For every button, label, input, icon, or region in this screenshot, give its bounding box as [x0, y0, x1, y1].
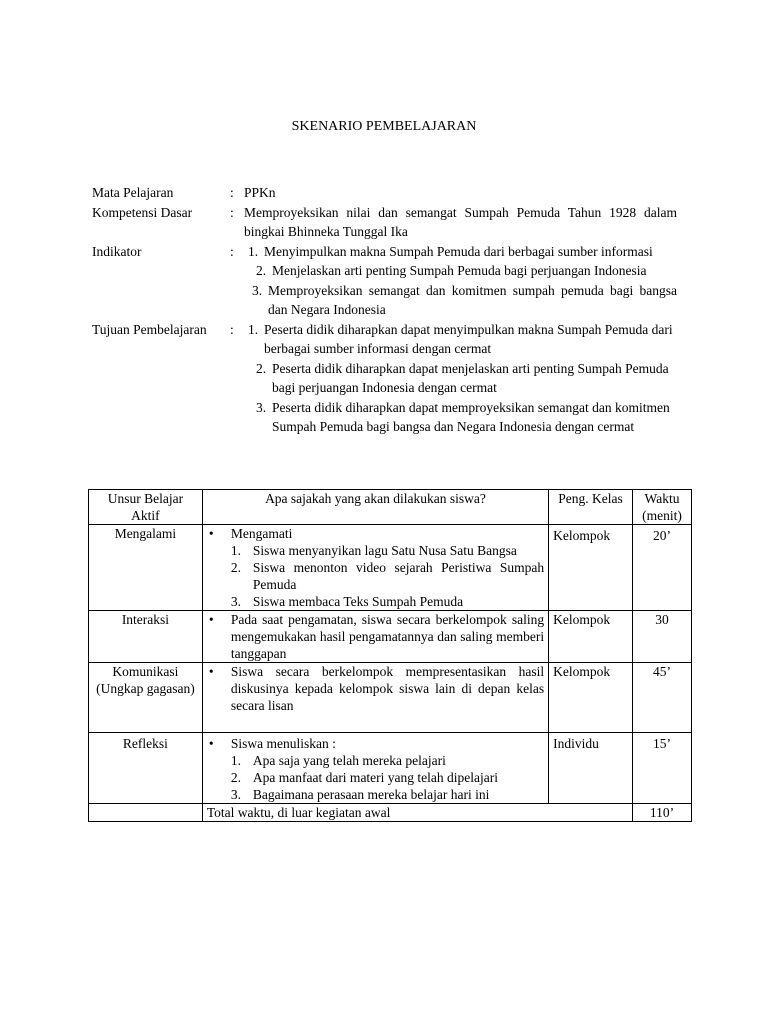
- item-number: 1.: [248, 243, 259, 259]
- header-peng: Peng. Kelas: [549, 490, 633, 525]
- info-colon: :: [230, 243, 234, 259]
- item-number: 3.: [230, 787, 241, 802]
- bullet-icon: •: [208, 526, 214, 541]
- item-number: 3.: [252, 282, 263, 298]
- cell-peng: Kelompok: [549, 525, 633, 611]
- item-number: 2.: [256, 263, 267, 278]
- table-header-row: [89, 490, 692, 525]
- table-row: [89, 611, 692, 663]
- list-item: [231, 559, 544, 593]
- info-value: [244, 242, 677, 320]
- table-row: [89, 663, 692, 733]
- list-item: [231, 786, 544, 803]
- bullet-icon: •: [208, 736, 214, 751]
- list-item: [244, 359, 677, 398]
- info-value: PPKn: [244, 185, 276, 200]
- info-label: Tujuan Pembelajaran: [92, 321, 207, 337]
- info-label: Mata Pelajaran: [92, 185, 174, 200]
- cell-empty: [89, 804, 203, 822]
- cell-activity: [202, 611, 548, 663]
- list-item: [244, 261, 677, 281]
- cell-activity: [202, 525, 548, 611]
- item-text: Peserta didik diharapkan dapat menyimpulkan makna Sumpah Pemuda dari berbagai sumber informasi dengan cermat: [264, 321, 673, 356]
- bullet-text: Siswa menuliskan :: [230, 736, 336, 751]
- item-text: Apa manfaat dari materi yang telah dipelajari: [252, 770, 498, 785]
- item-text: Memproyeksikan semangat dan komitmen sumpah pemuda bagi bangsa dan Negara Indonesia: [268, 282, 677, 317]
- lesson-info: [92, 183, 677, 437]
- cell-activity: [202, 733, 548, 804]
- list-item: [231, 769, 544, 786]
- scenario-table: [88, 489, 692, 822]
- item-number: 1.: [230, 543, 241, 558]
- item-text: Peserta didik diharapkan dapat memproyeksikan semangat dan komitmen Sumpah Pemuda bagi bangsa dan Negara Indonesia dengan cermat: [272, 399, 670, 434]
- item-number: 2.: [230, 770, 241, 785]
- info-kompetensi-dasar: [92, 203, 677, 242]
- item-number: 3.: [230, 594, 241, 609]
- item-number: 2.: [256, 360, 267, 376]
- info-indikator: [92, 242, 677, 320]
- cell-unsur: Refleksi: [89, 733, 203, 804]
- total-label: Total waktu, di luar kegiatan awal: [202, 804, 632, 822]
- cell-unsur: Komunikasi (Ungkap gagasan): [89, 663, 203, 733]
- cell-waktu: 45’: [633, 663, 692, 733]
- item-number: 2.: [230, 560, 241, 575]
- list-item: [244, 398, 677, 437]
- cell-waktu: 20’: [633, 525, 692, 611]
- list-item: [244, 242, 677, 262]
- table-row: [89, 525, 692, 611]
- bullet-icon: •: [208, 612, 214, 627]
- cell-peng: Kelompok: [549, 611, 633, 663]
- item-text: Apa saja yang telah mereka pelajari: [252, 753, 446, 768]
- cell-activity: [202, 663, 548, 733]
- table-row: [89, 733, 692, 804]
- item-text: Peserta didik diharapkan dapat menjelaskan arti penting Sumpah Pemuda bagi perjuangan Indonesia dengan cermat: [272, 360, 669, 395]
- bullet-text: Mengamati: [230, 526, 293, 541]
- info-colon: :: [230, 185, 234, 200]
- info-value: Memproyeksikan nilai dan semangat Sumpah Pemuda Tahun 1928 dalam bingkai Bhinneka Tunggal Ika: [244, 204, 677, 239]
- item-text: Menjelaskan arti penting Sumpah Pemuda bagi perjuangan Indonesia: [272, 263, 647, 278]
- table-total-row: [89, 804, 692, 822]
- cell-peng: Kelompok: [549, 663, 633, 733]
- cell-peng: Individu: [549, 733, 633, 804]
- list-item: [231, 593, 544, 610]
- header-waktu: Waktu (menit): [633, 490, 692, 525]
- bullet-icon: •: [208, 664, 214, 679]
- item-number: 1.: [248, 321, 259, 337]
- info-label: Kompetensi Dasar: [92, 204, 193, 220]
- info-colon: :: [230, 204, 234, 220]
- cell-waktu: 30: [633, 611, 692, 663]
- cell-unsur: Interaksi: [89, 611, 203, 663]
- header-apa: Apa sajakah yang akan dilakukan siswa?: [202, 490, 548, 525]
- info-mata-pelajaran: [92, 183, 677, 203]
- item-text: Siswa menyanyikan lagu Satu Nusa Satu Bangsa: [252, 543, 517, 558]
- list-item: [231, 542, 544, 559]
- item-text: Bagaimana perasaan mereka belajar hari ini: [252, 787, 490, 802]
- list-item: [231, 752, 544, 769]
- list-item: [244, 281, 677, 320]
- bullet-text: Pada saat pengamatan, siswa secara berkelompok saling mengemukakan hasil pengamatannya dan saling memberi tanggapan: [230, 612, 545, 661]
- header-unsur: Unsur Belajar Aktif: [89, 490, 203, 525]
- item-text: Siswa menonton video sejarah Peristiwa Sumpah Pemuda: [252, 560, 545, 592]
- info-label: Indikator: [92, 243, 142, 259]
- info-colon: :: [230, 321, 234, 337]
- item-number: 3.: [256, 399, 267, 415]
- info-tujuan: [92, 320, 677, 437]
- info-value: [244, 320, 677, 437]
- item-text: Menyimpulkan makna Sumpah Pemuda dari berbagai sumber informasi: [264, 243, 653, 259]
- bullet-text: Siswa secara berkelompok mempresentasikan hasil diskusinya kepada kelompok siswa lain di depan kelas secara lisan: [230, 664, 545, 713]
- document-title: SKENARIO PEMBELAJARAN: [291, 119, 477, 134]
- total-waktu: 110’: [633, 804, 692, 822]
- cell-unsur: Mengalami: [89, 525, 203, 611]
- item-text: Siswa membaca Teks Sumpah Pemuda: [252, 594, 464, 609]
- list-item: [244, 320, 677, 359]
- item-number: 1.: [230, 753, 241, 768]
- cell-waktu: 15’: [633, 733, 692, 804]
